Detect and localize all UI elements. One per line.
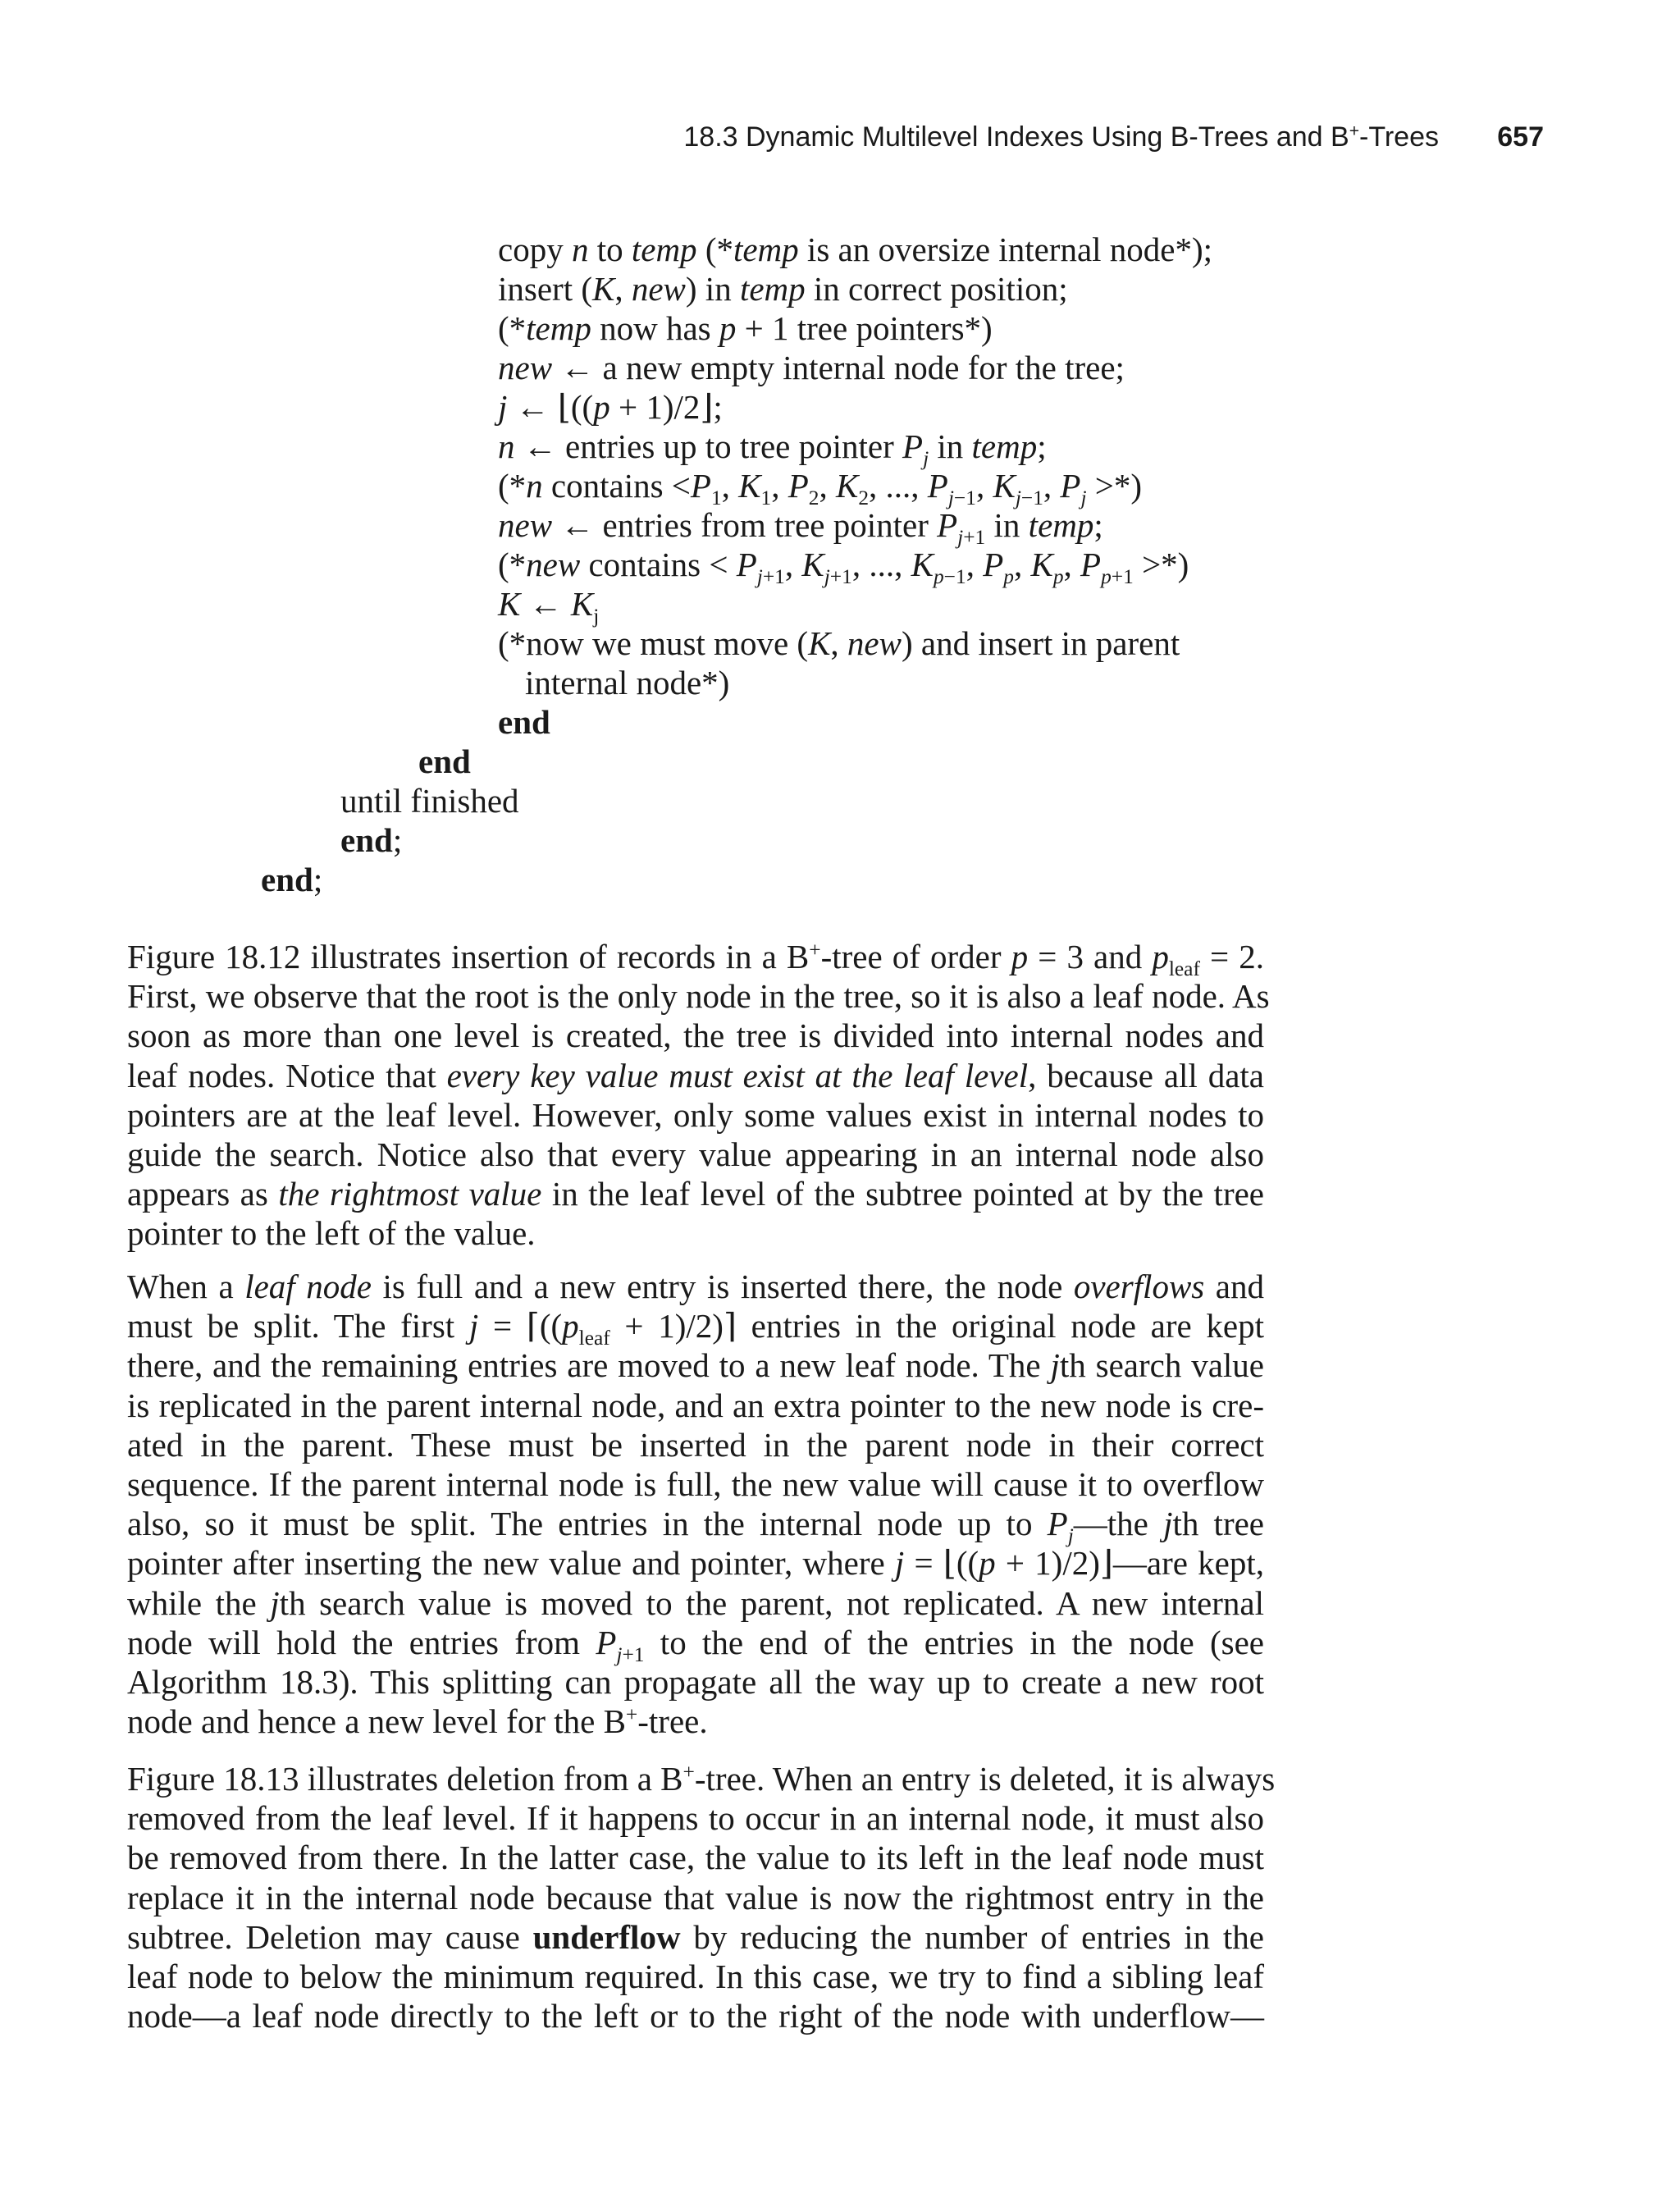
running-head: [0, 121, 1680, 162]
algorithm-line-12: internal node*): [525, 664, 730, 701]
algorithm-line-8: new ← entries from tree pointer $P_{j+1}$ in temp;: [498, 506, 1103, 549]
algorithm-line-14: end: [418, 742, 471, 780]
running-head-title: 18.3 Dynamic Multilevel Indexes Using B-Trees and B+-Trees: [683, 121, 1439, 153]
algorithm-line-1: copy n to temp (*temp is an oversize internal node*);: [498, 231, 1213, 268]
algorithm-line-7: (*n contains $<P_1$, $K_1$, $P_2$, $K_2$, ..., $P_{j-1}$, $K_{j-1}$, $P_j$ >*): [498, 467, 1143, 509]
algorithm-line-15: until finished: [340, 782, 519, 820]
algorithm-line-13: end: [498, 703, 550, 741]
algorithm-line-9: (*new contains < $P_{j+1}$, $K_{j+1}$, ..., $K_{p-1}$, $P_p$, $K_p$, $P_{p+1}$ >*): [498, 546, 1189, 588]
paragraph-3: Figure 18.13 illustrates deletion from a B+-tree. When an entry is deleted, it is always removed from the leaf level. If it happens to occur in an internal node, it must also be removed from there. In the latter case, the value to its left in the leaf node must replace it in the internal node because that value is now the rightmost entry in the subtree. Deletion may cause underflow by reducing the number of entries in the leaf node to below the minimum required. In this case, we try to find a sibling leaf node—a leaf node directly to the left or to the right of the node with underflow—: [127, 1760, 1276, 2035]
algorithm-line-4: new ← a new empty internal node for the tree;: [498, 349, 1125, 386]
algorithm-line-6: n ← entries up to tree pointer $P_j$ in temp;: [498, 427, 1047, 470]
page-number: 657: [1497, 121, 1544, 153]
algorithm-line-3: (*temp now has p + 1 tree pointers*): [498, 309, 993, 347]
algorithm-line-2: insert (K, new) in temp in correct position;: [498, 270, 1068, 308]
algorithm-line-10: K ← $K_j$: [498, 585, 600, 628]
algorithm-line-11: (*now we must move (K, new) and insert in parent: [498, 624, 1180, 662]
paragraph-2: When a leaf node is full and a new entry is inserted there, the node overflows and must be split. The first $j = ⌈((p_{leaf}$ + 1)/2)⌉ entries in the original node are kept there, and the remaining entries are moved to a new leaf node. The jth search value is replicated in the parent internal node, and an extra pointer to the new node is cre- ated in the parent. These must be inserted in the parent node in their correct sequence. If the parent internal node is full, the new value will cause it to overflow also, so it must be split. The entries in the internal node up to $P_j—the$ jth tree pointer after inserting the new value and pointer, where j = ⌊((p + 1)/2)⌋—are kept, while the jth search value is moved to the parent, not replicated. A new internal node will hold the entries from $P_{j+1}$ to the end of the entries in the node (see Algorithm 18.3). This splitting can propagate all the way up to create a new root node and hence a new level for the B+-tree.: [127, 1268, 1264, 1741]
algorithm-line-16: end;: [340, 821, 403, 859]
algorithm-line-17: end;: [261, 861, 323, 898]
algorithm-line-5: j ← ⌊((p + 1)/2⌋;: [498, 388, 723, 426]
paragraph-1: Figure 18.12 illustrates insertion of records in a B+-tree of order p = 3 and $p_{leaf} = 2$. First, we observe that the root is the only node in the tree, so it is also a leaf node. As soon as more than one level is created, the tree is divided into internal nodes and leaf nodes. Notice that every key value must exist at the leaf level, because all data pointers are at the leaf level. However, only some values exist in internal nodes to guide the search. Notice also that every value appearing in an internal node also appears as the rightmost value in the leaf level of the subtree pointed at by the tree pointer to the left of the value.: [127, 938, 1270, 1253]
